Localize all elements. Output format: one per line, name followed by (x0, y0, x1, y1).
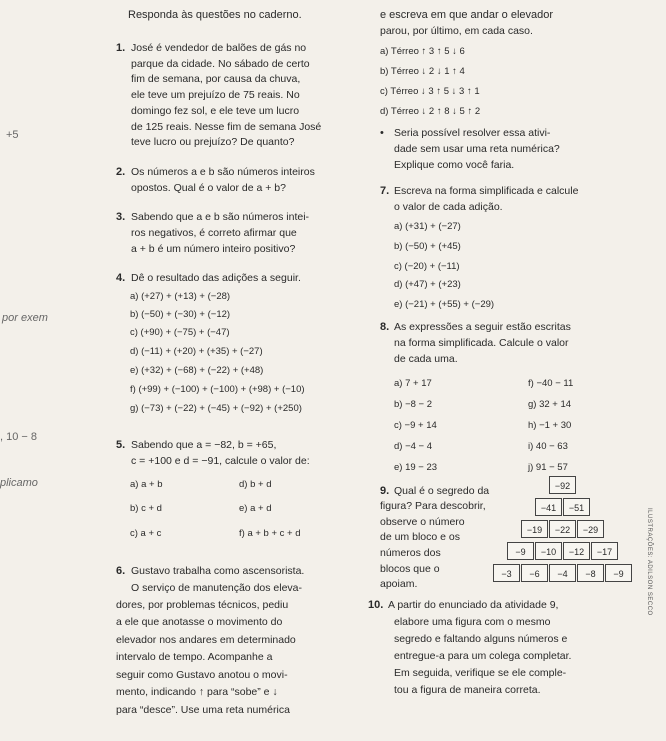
pyramid-block: −29 (577, 520, 604, 538)
q10-line: A partir do enunciado da atividade 9, (388, 599, 559, 611)
elevator-item: b) Térreo ↓ 2 ↓ 1 ↑ 4 (380, 66, 465, 77)
q4-item: d) (−11) + (+20) + (+35) + (−27) (130, 346, 263, 357)
q8-item: d) −4 − 4 (394, 441, 433, 452)
q8-item: g) 32 + 14 (528, 399, 572, 410)
q9-line: de um bloco e os (380, 531, 460, 543)
q6-line: para “desce”. Use uma reta numérica (116, 704, 290, 716)
q1-line: ele teve um prejuízo de 75 reais. No (131, 89, 300, 101)
margin-note: , 10 − 8 (0, 431, 38, 443)
q6-line: seguir como Gustavo anotou o movi- (116, 669, 288, 681)
bullet-line: Seria possível resolver essa ativi- (394, 127, 551, 139)
question-number: 10. (368, 599, 384, 611)
q6-line: dores, por problemas técnicos, pediu (116, 599, 289, 611)
pyramid-block: −10 (535, 542, 562, 560)
pyramid-block: −51 (563, 498, 590, 516)
q6-continuation-line: parou, por último, em cada caso. (380, 25, 533, 37)
question-number: 3. (116, 211, 126, 223)
q10-line: segredo e faltando alguns números e (394, 633, 568, 645)
question-number: 8. (380, 321, 390, 333)
q10-line: Em seguida, verifique se ele comple- (394, 667, 567, 679)
q6-continuation-line: e escreva em que andar o elevador (380, 9, 554, 21)
q3-line: a + b é um número inteiro positivo? (131, 243, 296, 255)
q4-line: Dê o resultado das adições a seguir. (131, 272, 301, 284)
q9-line: apoiam. (380, 578, 418, 590)
q5-item: e) a + d (239, 503, 272, 514)
q3-line: ros negativos, é correto afirmar que (131, 227, 297, 239)
q1-line: de 125 reais. Nesse fim de semana José (131, 121, 322, 133)
q8-item: b) −8 − 2 (394, 399, 433, 410)
question-number: 7. (380, 185, 390, 197)
q4-item: g) (−73) + (−22) + (−45) + (−92) + (+250) (130, 403, 302, 414)
q4-item: c) (+90) + (−75) + (−47) (130, 327, 230, 338)
q8-line: As expressões a seguir estão escritas (394, 321, 571, 333)
question-number: 4. (116, 272, 126, 284)
q1-line: José é vendedor de balões de gás no (131, 42, 307, 54)
q7-item: e) (−21) + (+55) + (−29) (394, 299, 495, 310)
q5-item: d) b + d (239, 479, 272, 490)
q10-line: entregue-a para um colega completar. (394, 650, 572, 662)
elevator-item: c) Térreo ↓ 3 ↑ 5 ↓ 3 ↑ 1 (380, 86, 480, 97)
question-number: 2. (116, 166, 126, 178)
q4-item: a) (+27) + (+13) + (−28) (130, 291, 231, 302)
q7-item: b) (−50) + (+45) (394, 241, 461, 252)
q9-line: blocos que o (380, 563, 440, 575)
q1-line: domingo fez sol, e ele teve um lucro (131, 105, 300, 117)
q8-item: c) −9 + 14 (394, 420, 437, 431)
q6-line: elevador nos andares em determinado (116, 634, 296, 646)
q1-line: teve lucro ou prejuízo? De quanto? (131, 136, 295, 148)
pyramid-block: −12 (563, 542, 590, 560)
pyramid-block: −9 (605, 564, 632, 582)
margin-note: plicamo (0, 477, 38, 489)
q9-line: observe o número (380, 516, 465, 528)
pyramid-block: −4 (549, 564, 576, 582)
pyramid-block: −22 (549, 520, 576, 538)
q7-line: o valor de cada adição. (394, 201, 503, 213)
q4-item: e) (+32) + (−68) + (−22) + (+48) (130, 365, 264, 376)
q5-item: c) a + c (130, 528, 162, 539)
illustration-credit: ILUSTRAÇÕES: ADILSON SECCO (646, 508, 652, 616)
q3-line: Sabendo que a e b são números intei- (131, 211, 310, 223)
q9-line: números dos (380, 547, 441, 559)
q8-item: h) −1 + 30 (528, 420, 572, 431)
question-number: 6. (116, 565, 126, 577)
pyramid-block: −8 (577, 564, 604, 582)
q6-line: a ele que anotasse o movimento do (116, 616, 283, 628)
q6-line: mento, indicando ↑ para “sobe” e ↓ (116, 686, 278, 698)
q4-item: f) (+99) + (−100) + (−100) + (+98) + (−10) (130, 384, 305, 395)
q7-line: Escreva na forma simplificada e calcule (394, 185, 579, 197)
q5-item: a) a + b (130, 479, 163, 490)
q10-line: elabore uma figura com o mesmo (394, 616, 551, 628)
q4-item: b) (−50) + (−30) + (−12) (130, 309, 231, 320)
q6-line: Gustavo trabalha como ascensorista. (131, 565, 305, 577)
q1-line: parque da cidade. No sábado de certo (131, 58, 310, 70)
pyramid-block: −6 (521, 564, 548, 582)
q2-line: opostos. Qual é o valor de a + b? (131, 182, 286, 194)
q1-line: fim de semana, por causa da chuva, (131, 73, 301, 85)
question-number: 1. (116, 42, 126, 54)
q7-item: d) (+47) + (+23) (394, 279, 461, 290)
q5-line: c = +100 e d = −91, calcule o valor de: (131, 455, 310, 467)
pyramid-block: −9 (507, 542, 534, 560)
q8-line: de cada uma. (394, 353, 458, 365)
pyramid-block: −41 (535, 498, 562, 516)
q6-line: O serviço de manutenção dos eleva- (131, 582, 303, 594)
question-number: 9. (380, 485, 390, 497)
bullet-line: Explique como você faria. (394, 159, 515, 171)
q7-item: a) (+31) + (−27) (394, 221, 461, 232)
q2-line: Os números a e b são números inteiros (131, 166, 315, 178)
q6-line: intervalo de tempo. Acompanhe a (116, 651, 273, 663)
pyramid-block: −3 (493, 564, 520, 582)
bullet-line: dade sem usar uma reta numérica? (394, 143, 560, 155)
margin-note: +5 (6, 129, 19, 141)
q5-item: f) a + b + c + d (239, 528, 301, 539)
q10-line: tou a figura de maneira correta. (394, 684, 541, 696)
elevator-item: d) Térreo ↓ 2 ↑ 8 ↓ 5 ↑ 2 (380, 106, 481, 117)
q7-item: c) (−20) + (−11) (394, 261, 460, 272)
pyramid-block: −92 (549, 476, 576, 494)
q8-item: e) 19 − 23 (394, 462, 438, 473)
pyramid-block: −19 (521, 520, 548, 538)
q5-item: b) c + d (130, 503, 162, 514)
q8-item: i) 40 − 63 (528, 441, 568, 452)
q8-item: f) −40 − 11 (528, 378, 574, 389)
q8-item: a) 7 + 17 (394, 378, 432, 389)
pyramid-block: −17 (591, 542, 618, 560)
bullet: • (380, 127, 384, 139)
q8-item: j) 91 − 57 (528, 462, 568, 473)
q9-line: figura? Para descobrir, (380, 500, 486, 512)
q5-line: Sabendo que a = −82, b = +65, (131, 439, 277, 451)
elevator-item: a) Térreo ↑ 3 ↑ 5 ↓ 6 (380, 46, 465, 57)
q8-line: na forma simplificada. Calcule o valor (394, 337, 569, 349)
q9-line: Qual é o segredo da (394, 485, 490, 497)
margin-note: por exem (2, 312, 48, 324)
instruction-heading: Responda às questões no caderno. (128, 9, 302, 21)
question-number: 5. (116, 439, 126, 451)
